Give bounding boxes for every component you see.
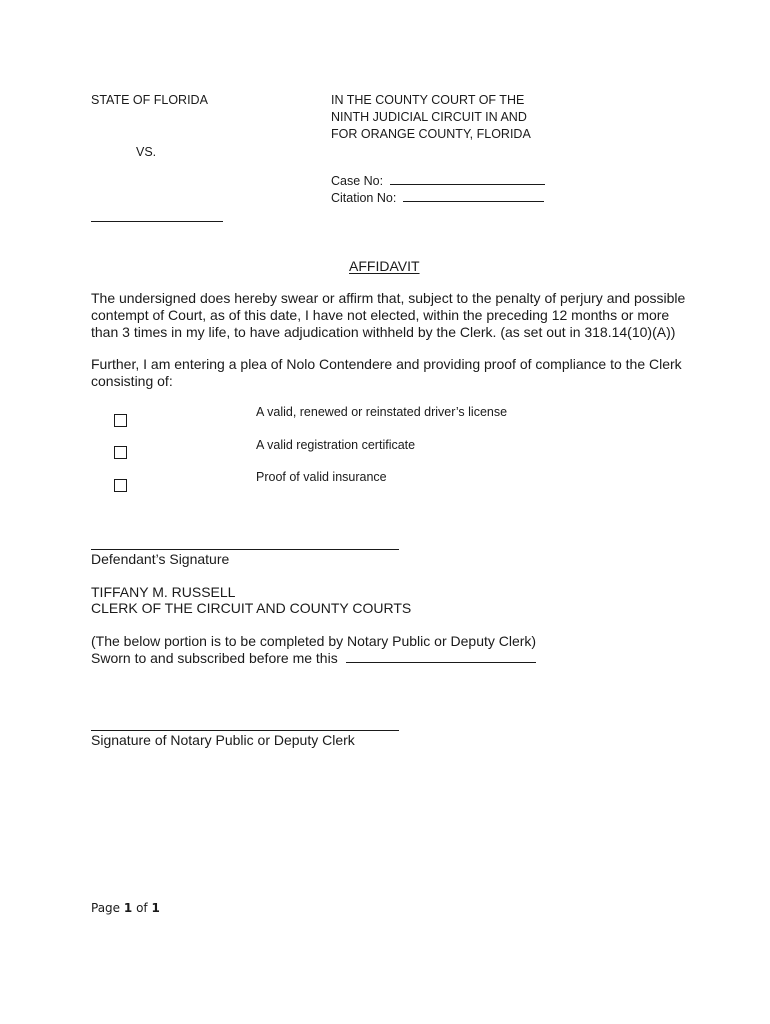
court-line-2: NINTH JUDICIAL CIRCUIT IN AND	[331, 110, 527, 124]
license-checkbox[interactable]	[114, 414, 127, 427]
clerk-title: CLERK OF THE CIRCUIT AND COUNTY COURTS	[91, 600, 412, 616]
case-no-field[interactable]	[390, 173, 545, 185]
page-word: Page	[91, 901, 121, 915]
notary-signature-line[interactable]	[91, 730, 399, 731]
sworn-row	[91, 650, 536, 666]
defendant-name-line[interactable]	[91, 221, 223, 222]
plea-line-2: consisting of:	[91, 373, 173, 389]
defendant-signature-label: Defendant’s Signature	[91, 551, 230, 567]
oath-line-2: contempt of Court, as of this date, I have not elected, within the preceding 12 months or more	[91, 307, 670, 323]
plea-line-1: Further, I am entering a plea of Nolo Contendere and providing proof of compliance to the Clerk	[91, 356, 682, 372]
notary-signature-label: Signature of Notary Public or Deputy Clerk	[91, 732, 355, 748]
notary-note: (The below portion is to be completed by Notary Public or Deputy Clerk)	[91, 633, 537, 649]
case-no-label: Case No:	[331, 174, 384, 188]
defendant-signature-line[interactable]	[91, 549, 399, 550]
oath-line-1: The undersigned does hereby swear or affirm that, subject to the penalty of perjury and possible	[91, 290, 686, 306]
page-current: 1	[123, 901, 133, 915]
sworn-label: Sworn to and subscribed before me this	[91, 650, 338, 666]
sworn-date-field[interactable]	[346, 650, 536, 663]
state-of-florida: STATE OF FLORIDA	[91, 93, 208, 107]
insurance-checkbox[interactable]	[114, 479, 127, 492]
court-line-3: FOR ORANGE COUNTY, FLORIDA	[331, 127, 531, 141]
page-total: 1	[151, 901, 160, 915]
license-label: A valid, renewed or reinstated driver’s license	[256, 405, 508, 419]
page-title: AFFIDAVIT	[349, 258, 420, 274]
registration-label: A valid registration certificate	[256, 438, 416, 452]
page-number	[91, 901, 160, 915]
court-line-1: IN THE COUNTY COURT OF THE	[331, 93, 525, 107]
citation-no-row	[331, 190, 544, 207]
oath-line-3: than 3 times in my life, to have adjudication withheld by the Clerk. (as set out in 318.14(10)(A))	[91, 324, 676, 340]
clerk-name: TIFFANY M. RUSSELL	[91, 584, 236, 600]
case-no-row	[331, 173, 545, 190]
insurance-label: Proof of valid insurance	[256, 470, 387, 484]
registration-checkbox[interactable]	[114, 446, 127, 459]
versus-label: VS.	[136, 145, 157, 159]
of-word: of	[136, 901, 148, 915]
citation-no-label: Citation No:	[331, 191, 397, 205]
citation-no-field[interactable]	[403, 190, 544, 202]
